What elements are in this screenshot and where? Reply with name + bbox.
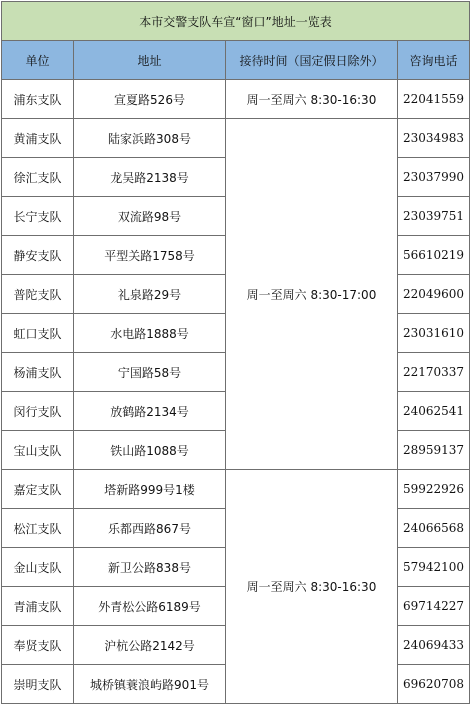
phone-cell: 24062541 [398,392,470,431]
hours-cell: 周一至周六 8:30-16:30 [226,80,398,119]
header-address: 地址 [74,41,226,80]
address-cell: 宁国路58号 [74,353,226,392]
unit-cell: 长宁支队 [2,197,74,236]
table-title: 本市交警支队车宣“窗口”地址一览表 [2,2,470,41]
address-cell: 水电路1888号 [74,314,226,353]
address-cell: 平型关路1758号 [74,236,226,275]
address-cell: 沪杭公路2142号 [74,626,226,665]
header-row [2,41,470,80]
unit-cell: 静安支队 [2,236,74,275]
phone-cell: 59922926 [398,470,470,509]
phone-cell: 23037990 [398,158,470,197]
table-row [2,119,470,158]
unit-cell: 宝山支队 [2,431,74,470]
unit-cell: 青浦支队 [2,587,74,626]
title-row [2,2,470,41]
address-cell: 放鹤路2134号 [74,392,226,431]
address-cell: 宣夏路526号 [74,80,226,119]
address-cell: 铁山路1088号 [74,431,226,470]
hours-cell: 周一至周六 8:30-17:00 [226,119,398,470]
table-row [2,470,470,509]
unit-cell: 虹口支队 [2,314,74,353]
phone-cell: 23031610 [398,314,470,353]
address-cell: 外青松公路6189号 [74,587,226,626]
unit-cell: 浦东支队 [2,80,74,119]
address-cell: 龙吴路2138号 [74,158,226,197]
phone-cell: 22041559 [398,80,470,119]
unit-cell: 金山支队 [2,548,74,587]
phone-cell: 22170337 [398,353,470,392]
phone-cell: 69620708 [398,665,470,704]
phone-cell: 69714227 [398,587,470,626]
phone-cell: 23039751 [398,197,470,236]
unit-cell: 杨浦支队 [2,353,74,392]
phone-cell: 23034983 [398,119,470,158]
unit-cell: 崇明支队 [2,665,74,704]
address-table [1,1,470,704]
header-phone: 咨询电话 [398,41,470,80]
address-cell: 城桥镇蓑浪屿路901号 [74,665,226,704]
address-cell: 乐都西路867号 [74,509,226,548]
header-hours: 接待时间（国定假日除外） [226,41,398,80]
unit-cell: 闵行支队 [2,392,74,431]
address-cell: 陆家浜路308号 [74,119,226,158]
phone-cell: 24069433 [398,626,470,665]
unit-cell: 普陀支队 [2,275,74,314]
unit-cell: 奉贤支队 [2,626,74,665]
table-row [2,80,470,119]
address-cell: 新卫公路838号 [74,548,226,587]
phone-cell: 57942100 [398,548,470,587]
address-cell: 礼泉路29号 [74,275,226,314]
hours-cell: 周一至周六 8:30-16:30 [226,470,398,704]
address-cell: 双流路98号 [74,197,226,236]
unit-cell: 嘉定支队 [2,470,74,509]
header-unit: 单位 [2,41,74,80]
unit-cell: 松江支队 [2,509,74,548]
phone-cell: 22049600 [398,275,470,314]
phone-cell: 56610219 [398,236,470,275]
unit-cell: 徐汇支队 [2,158,74,197]
phone-cell: 28959137 [398,431,470,470]
phone-cell: 24066568 [398,509,470,548]
address-cell: 塔新路999号1楼 [74,470,226,509]
unit-cell: 黄浦支队 [2,119,74,158]
